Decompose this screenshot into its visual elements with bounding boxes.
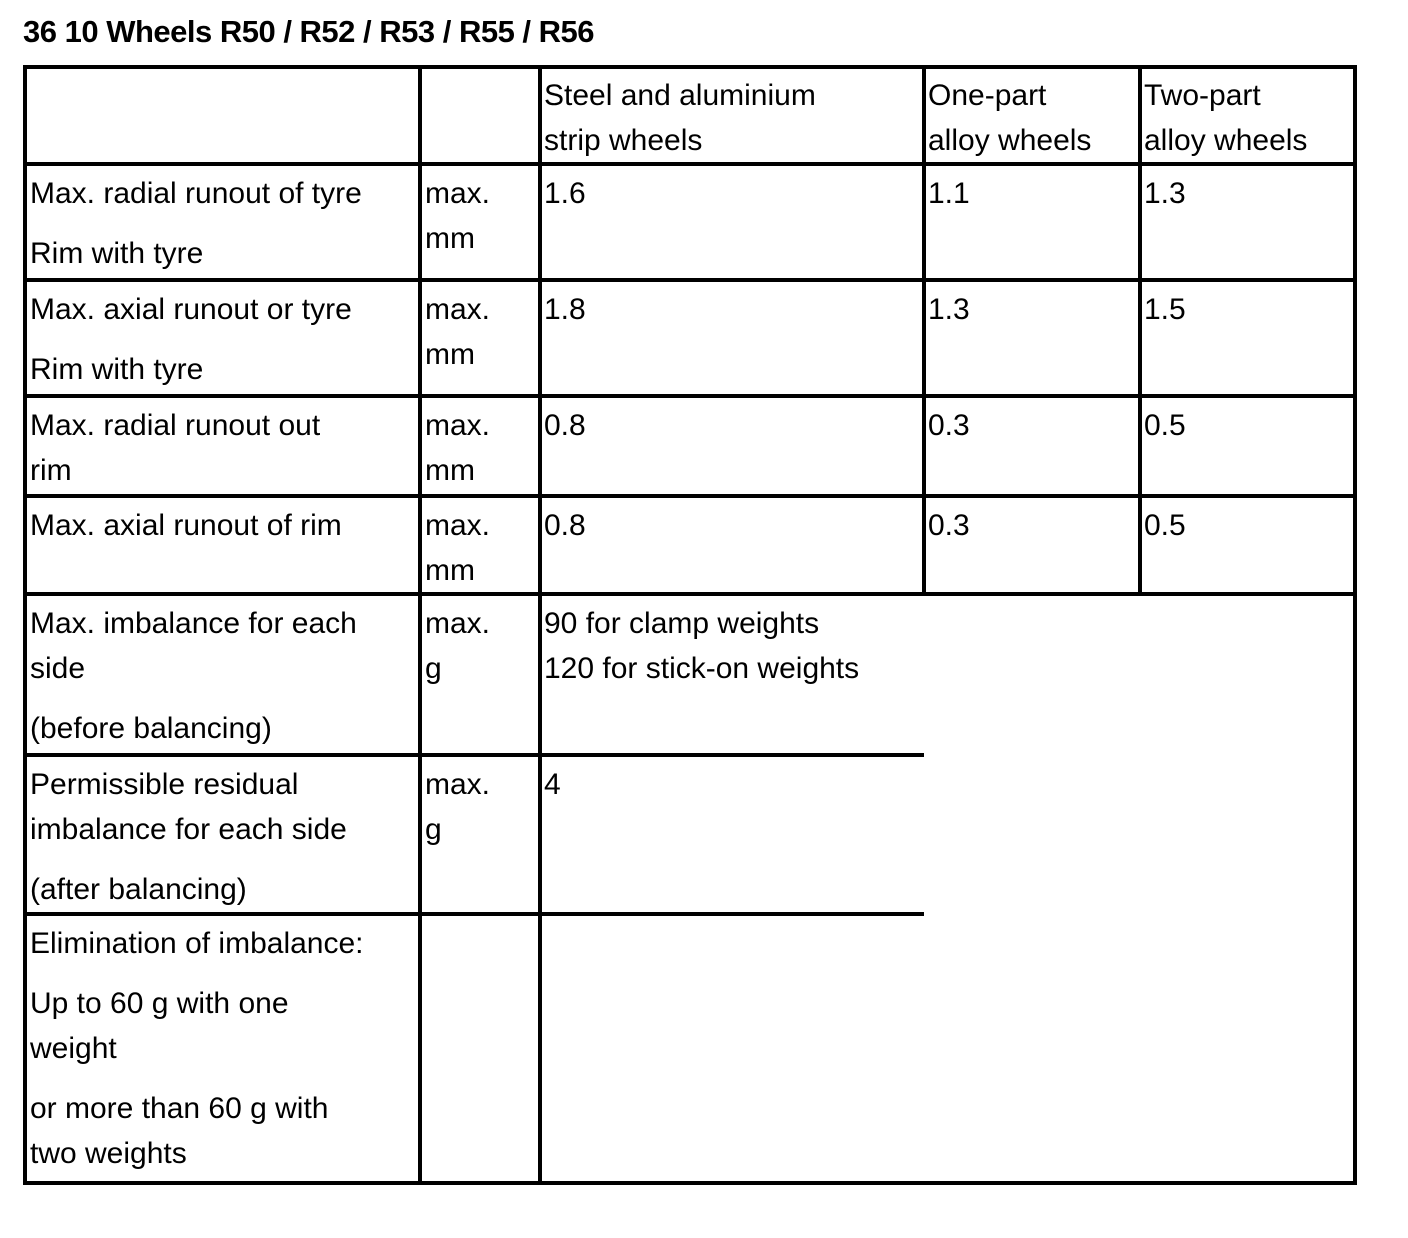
value-two-part: 0.5 [1144,409,1186,442]
row-label-axial-runout-rim: Max. axial runout of rim [30,509,342,542]
row-unit: max. g [425,607,491,685]
table-border-top [23,65,1357,69]
row-divider [23,494,1357,498]
row-unit: max. mm [425,293,491,371]
header-two-part-alloy: Two-part alloy wheels [1144,79,1308,157]
value-one-part: 0.3 [928,509,970,542]
row-label-residual-imbalance: Permissible residual imbalance for each side (after balancing) [30,768,347,906]
document-title: 36 10 Wheels R50 / R52 / R53 / R55 / R56 [23,14,595,49]
value-one-part: 1.1 [928,177,970,210]
row-unit: max. g [425,768,491,846]
row-label-imbalance-before: Max. imbalance for each side (before balancing) [30,607,357,745]
value-residual-imbalance: 4 [544,768,561,801]
column-divider [922,65,926,596]
row-label-radial-runout-tyre: Max. radial runout of tyre Rim with tyre [30,177,362,270]
header-one-part-alloy: One-part alloy wheels [928,79,1092,157]
value-steel: 1.6 [544,177,586,210]
value-one-part: 1.3 [928,293,970,326]
row-divider [23,394,1357,398]
column-divider [1138,65,1142,596]
value-steel: 1.8 [544,293,586,326]
value-steel: 0.8 [544,409,586,442]
column-divider [418,65,422,1185]
value-one-part: 0.3 [928,409,970,442]
wheel-tolerances-table [23,65,1357,1185]
value-two-part: 1.3 [1144,177,1186,210]
row-divider [23,592,1357,596]
row-label-radial-runout-rim: Max. radial runout out rim [30,409,321,487]
table-border-bottom [23,1181,1357,1185]
row-divider [23,278,1357,282]
table-border-left [23,65,27,1185]
row-divider [23,753,924,757]
header-steel-wheels: Steel and aluminium strip wheels [544,79,816,157]
value-steel: 0.8 [544,509,586,542]
table-border-right [1353,65,1357,1185]
row-unit: max. mm [425,509,491,587]
row-divider [23,912,924,916]
row-label-axial-runout-tyre: Max. axial runout or tyre Rim with tyre [30,293,352,386]
column-divider [538,65,542,1185]
value-imbalance-before: 90 for clamp weights 120 for stick-on weights [544,607,860,685]
row-label-elimination-of-imbalance: Elimination of imbalance: Up to 60 g with one weight or more than 60 g with two weights [30,927,364,1170]
value-two-part: 0.5 [1144,509,1186,542]
row-unit: max. mm [425,177,491,255]
value-two-part: 1.5 [1144,293,1186,326]
row-unit: max. mm [425,409,491,487]
